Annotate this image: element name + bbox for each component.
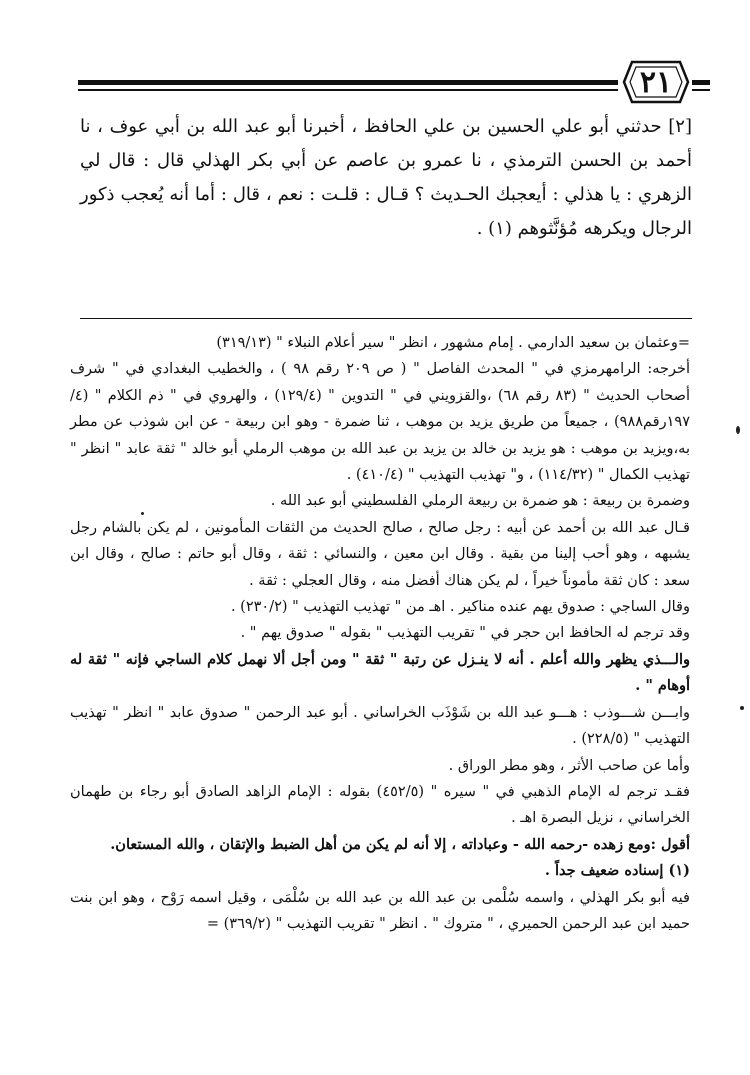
scan-speck bbox=[736, 426, 740, 434]
page-number: ٢١ bbox=[639, 64, 673, 100]
footnote-heading: (١) إسناده ضعيف جداً . bbox=[544, 862, 690, 880]
footnote-line: أقول :ومع زهده -رحمه الله - وعباداته ، إلا أنه لم يكن من أهل الضبط والإتقان ، والله المستعان. bbox=[110, 835, 690, 853]
footnote-line: فقـد ترجم له الإمام الذهبي في " سيره " (٤٥٢/٥) بقوله : الإمام الزاهد الصادق أبو رجاء بن طهمان الخراساني ، نزيل البصرة اهـ . bbox=[70, 783, 690, 827]
scan-speck bbox=[740, 706, 744, 710]
footnotes bbox=[70, 330, 690, 937]
header-rule-thin-right bbox=[692, 89, 710, 91]
header-rule-thick-right bbox=[692, 80, 710, 85]
footnote-line: =وعثمان بن سعيد الدارمي . إمام مشهور ، انظر " سير أعلام النبلاء " (٣١٩/١٣) bbox=[216, 335, 690, 351]
footnote-line: وقال الساجي : صدوق يهم عنده مناكير . اهـ من " تهذيب التهذيب " (٢٣٠/٢) . bbox=[230, 599, 690, 616]
scan-speck bbox=[141, 512, 144, 515]
header-rule-thick bbox=[78, 80, 618, 85]
footnote-line: وأما عن صاحب الأثر ، وهو مطر الوراق . bbox=[448, 757, 690, 774]
header-rule-thin bbox=[78, 89, 618, 91]
main-text bbox=[80, 110, 692, 246]
footnote-line: والـــذي يظهر والله أعلم . أنه لا ينـزل عن رتبة " ثقة " ومن أجل ألا نهمل كلام الساجي فإنه " ثقة له أوهام " . bbox=[70, 650, 690, 695]
footnote-line: وقد ترجم له الحافظ ابن حجر في " تقريب التهذيب " بقوله " صدوق يهم " . bbox=[240, 625, 690, 642]
footnote-line: وابـــن شـــوذب : هـــو عبد الله بن شَوْذَب الخراساني . أبو عبد الرحمن " صدوق عابد " انظر " تهذيب التهذيب " (٢٢٨/٥) . bbox=[70, 704, 690, 748]
footnote-separator bbox=[80, 318, 692, 319]
narration-paragraph: [٢] حدثني أبو علي الحسين بن علي الحافظ ، أخبرنا أبو عبد الله بن أبي عوف ، نا أحمد بن الحسن الترمذي ، نا عمرو بن عاصم عن أبي بكر الهذلي قال : قال لي الزهري : يا هذلي : أيعجبك الحـديث ؟ قـال : قلـت : نعم ، قال : أما أنه يُعجب ذكور الرجال ويكرهه مُؤنَّثوهم (١) . bbox=[80, 116, 692, 239]
footnote-line: فيه أبو بكر الهذلي ، واسمه سُلْمى بن عبد الله بن عبد الله بن سُلْمَى ، وقيل اسمه رَوْح ، وهو ابن بنت حميد ابن عبد الرحمن الحميري ، " متروك " . انظر " تقريب التهذيب " (٣٦٩/٢) = bbox=[70, 889, 690, 932]
footnote-line: قـال عبد الله بن أحمد عن أبيه : رجل صالح ، صالح الحديث من الثقات المأمونين ، لم يكن بالشام رجل يشبهه ، وهو أحب إلينا من بقية . وقال ابن معين ، والنسائي : ثقة ، وقال أبو حاتم : صالح ، وقال ابن سعد : كان ثقة مأموناً خيراً ، لم يكن هناك أفضل منه ، وقال العجلي : ثقة . bbox=[70, 519, 690, 589]
footnote-line: أخرجه: الرامهرمزي في " المحدث الفاصل " ( ص ٢٠٩ رقم ٩٨ ) ، والخطيب البغدادي في " شرف أصحاب الحديث " (٨٣ رقم ٦٨) ،والقزويني في " التدوين " (١٢٩/٤) ، والهروي في " ذم الكلام " (٤/ ١٩٧رقم٩٨٨) ، جميعاً من طريق يزيد بن موهب ، ثنا ضمرة - وهو ابن ربيعة - عن ابن شوذب عن مطر به،ويزيد بن موهب : هو يزيد بن خالد بن يزيد بن عبد الله بن موهب الرملي أبو خالد " ثقة عابد " انظر " تهذيب الكمال " (١١٤/٣٢) ، و" تهذيب التهذيب " (٤١٠/٤) . bbox=[70, 361, 690, 484]
footnote-line: وضمرة بن ربيعة : هو ضمرة بن ربيعة الرملي الفلسطيني أبو عبد الله . bbox=[270, 493, 690, 510]
